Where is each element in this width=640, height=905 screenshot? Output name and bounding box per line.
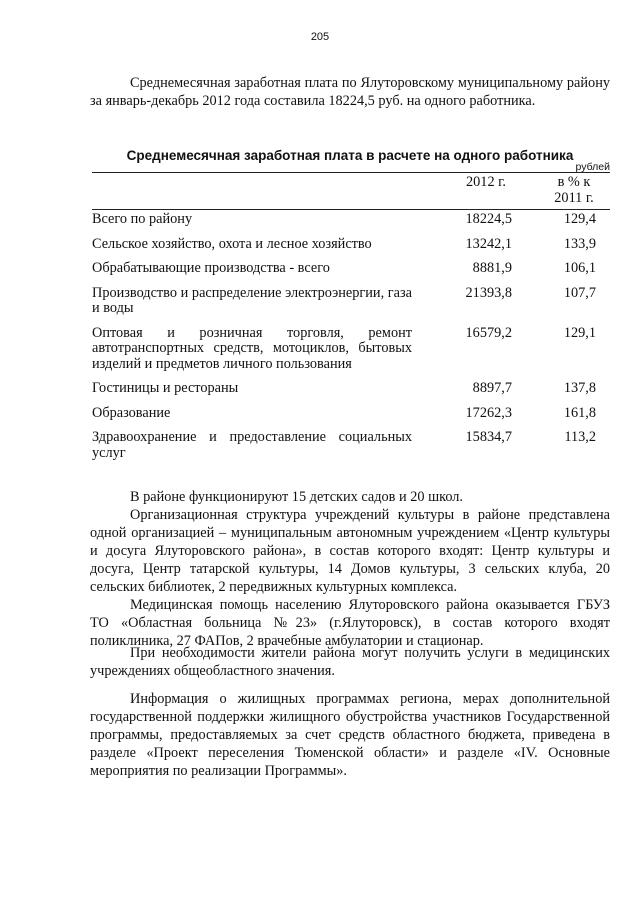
table-row <box>92 284 610 324</box>
table-row <box>92 210 610 235</box>
row-value-2012: 17262,3 <box>465 404 512 421</box>
table-row <box>92 404 610 429</box>
medical-paragraph: Медицинская помощь населению Ялуторовского района оказывается ГБУЗ ТО «Областная больница №23» (г.Ялуторовск), в состав которого входят поликлиника, 27 ФАПов, 2 врачебные амбулатории и стационар. <box>90 597 610 649</box>
row-percent: 106,1 <box>563 260 596 276</box>
row-value-2012: 15834,7 <box>465 429 512 445</box>
row-name: Гостиницы и рестораны <box>92 380 239 396</box>
schools-paragraph: В районе функционируют 15 детских садов и 20 школ. <box>130 489 463 505</box>
salary-table <box>92 172 610 468</box>
row-name: Образование <box>92 404 171 421</box>
header-2012: 2012 г. <box>426 173 516 210</box>
header-percent <box>516 173 610 210</box>
table-title: Среднемесячная заработная плата в расчете на одного работника <box>126 148 574 163</box>
page-number: 205 <box>310 31 330 43</box>
culture-paragraph: Организационная структура учреждений культуры в районе представлена одной организацией – муниципальным автономным учреждением «Центр культуры и досуга Ялуторовского района», в состав которого входят: Центр культуры и досуга, Центр татарской культуры, 14 Домов культуры, 3 сельских клуба, 20 сельских библиотек, 2 передвижных культурных комплекса. <box>90 507 610 595</box>
row-name: Здравоохранение и предоставление социальных услуг <box>92 429 412 461</box>
row-value-2012: 18224,5 <box>465 211 512 227</box>
row-value-2012: 16579,2 <box>465 324 512 341</box>
row-percent: 113,2 <box>564 429 596 445</box>
row-name: Производство и распределение электроэнергии, газа и воды <box>92 284 412 316</box>
table-header-row <box>92 173 610 210</box>
regional-services-paragraph: При необходимости жители района могут получить услуги в медицинских учреждениях общеобластного значения. <box>90 645 610 679</box>
row-value-2012: 8897,7 <box>472 380 512 396</box>
row-percent: 133,9 <box>563 235 596 252</box>
table-units: рублей <box>575 161 610 173</box>
intro-paragraph: Среднемесячная заработная плата по Ялуторовскому муниципальному району за январь-декабрь 2012 года составила 18224,5 руб. на одного работника. <box>90 75 610 109</box>
row-name: Всего по району <box>92 211 193 227</box>
row-percent: 129,4 <box>563 211 596 227</box>
table-row <box>92 259 610 284</box>
header-category <box>92 173 426 210</box>
header-percent-line1: в % к <box>557 174 591 190</box>
table-row <box>92 235 610 260</box>
row-name: Оптовая и розничная торговля, ремонт автотранспортных средств, мотоциклов, бытовых изделий и предметов личного пользования <box>92 324 412 372</box>
row-percent: 107,7 <box>563 284 596 301</box>
housing-programs-paragraph: Информация о жилищных программах региона, мерах дополнительной государственной поддержки жилищного обустройства участников Государственной программы, предоставляемых за счет средств областного бюджета, приведена в разделе «Проект переселения Тюменской области» и разделе «IV. Основные мероприятия по реализации Программы». <box>90 691 610 779</box>
header-percent-line2: 2011 г. <box>554 189 594 206</box>
row-percent: 129,1 <box>563 324 596 341</box>
row-percent: 137,8 <box>563 380 596 396</box>
table-row <box>92 324 610 380</box>
row-percent: 161,8 <box>563 404 596 421</box>
row-name: Сельское хозяйство, охота и лесное хозяйство <box>92 235 372 252</box>
table-row <box>92 428 610 468</box>
row-value-2012: 21393,8 <box>465 284 512 301</box>
row-value-2012: 8881,9 <box>472 260 512 276</box>
row-name: Обрабатывающие производства - всего <box>92 260 330 276</box>
table-row <box>92 379 610 404</box>
row-value-2012: 13242,1 <box>465 235 512 252</box>
